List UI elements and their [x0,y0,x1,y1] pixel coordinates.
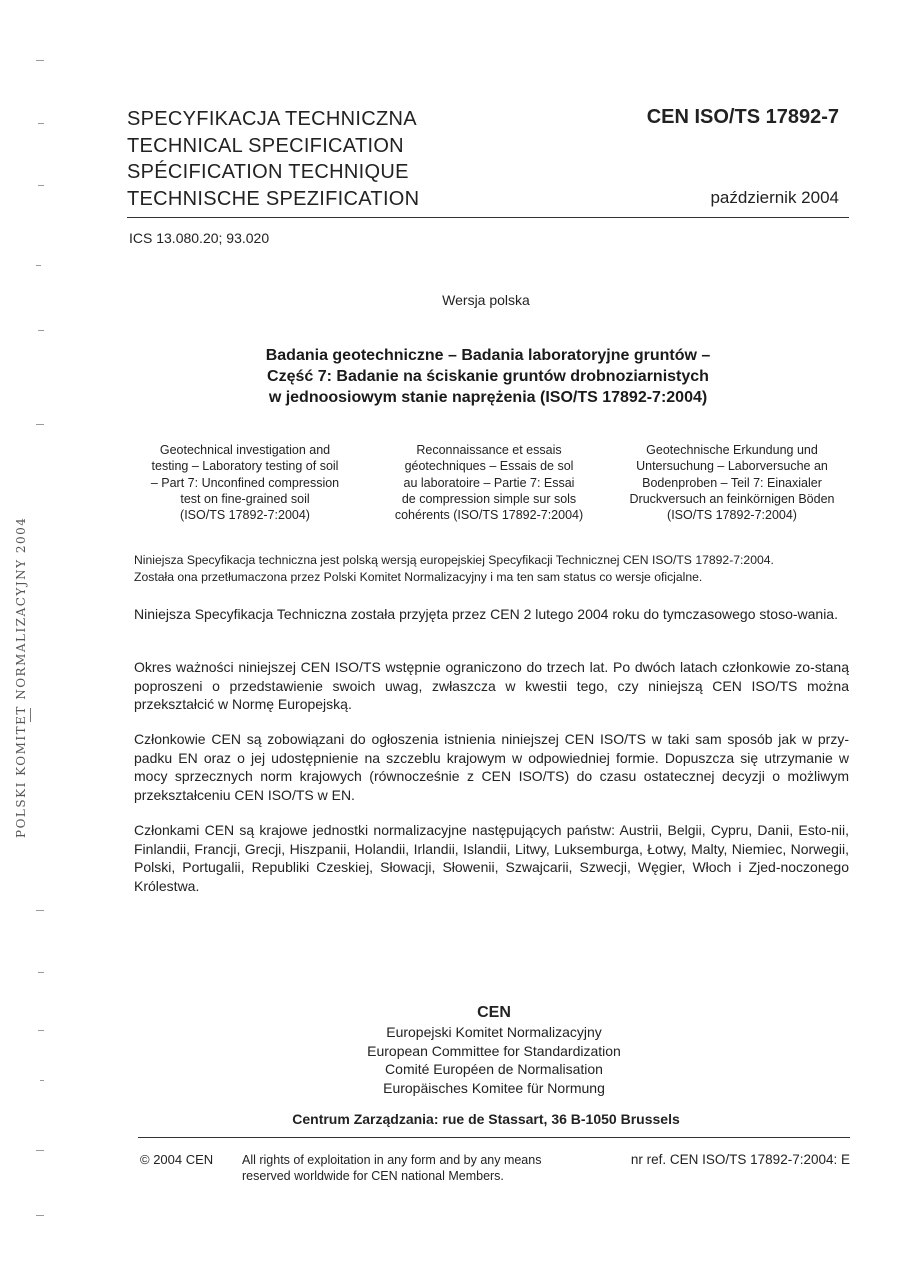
scan-mark [38,185,44,186]
title-line: Reconnaissance et essais [416,443,562,457]
side-stamp: POLSKI KOMITET NORMALIZACYJNY 2004 [14,516,28,838]
cen-name-pl: Europejski Komitet Normalizacyjny [386,1024,602,1040]
title-line: (ISO/TS 17892-7:2004) [667,508,797,523]
cen-name-de: Europäisches Komitee für Normung [383,1079,605,1096]
main-title-line: w jednoosiowym stanie naprężenia (ISO/TS 17892-7:2004) [268,389,708,406]
title-line: géotechniques – Essais de sol [404,459,574,474]
spec-title-en: TECHNICAL SPECIFICATION [127,134,404,157]
title-line: Druckversuch an feinkörnigen Böden [629,491,835,506]
spec-title-pl: SPECYFIKACJA TECHNICZNA [127,108,417,130]
title-line: Untersuchung – Laborversuche an [636,459,828,474]
spec-title-de: TECHNISCHE SPEZIFICATION [127,187,420,210]
paragraph-adoption: Niniejsza Specyfikacja Techniczna została przyjęta przez CEN 2 lutego 2004 roku do tymczasowego stoso-wania. [134,606,838,622]
main-title-line: Część 7: Badanie na ściskanie gruntów drobnoziarnistych [267,368,709,385]
paragraph-members: Członkami CEN są krajowe jednostki normalizacyjne następujących państw: Austrii, Belgii, Cypru, Danii, Esto-nii, Finlandii, Francji, Grecji, Hiszpanii, Holandii, Irlandii, Islandii, Litwy, Luksemburga, Łotwy, Malty, Niemiec, Norwegii, Polski, Portugalii, Republiki Czeskiej, Słowacji, Słowenii, Szwajcarii, Szwecji, Węgier, Włoch i Zjed-noczonego Królestwa. [134,822,849,894]
scan-mark [36,265,41,266]
header-divider [127,217,849,218]
scan-mark [30,708,31,722]
scan-mark [40,1080,44,1081]
footer-divider [138,1137,850,1138]
scan-mark [38,330,44,331]
title-line: Geotechnical investigation and [159,443,331,457]
title-line: de compression simple sur sols [401,491,577,506]
title-line: – Part 7: Unconfined compression [150,475,340,490]
title-line: Geotechnische Erkundung und [646,443,818,457]
status-note-line: Niniejsza Specyfikacja techniczna jest polską wersją europejskiej Specyfikacji Technicznej CEN ISO/TS 17892-7:2004. [134,553,774,567]
version-label: Wersja polska [442,292,530,308]
title-line: au laboratoire – Partie 7: Essai [403,475,575,490]
spec-title-block [127,106,419,212]
main-title-line: Badania geotechniczne – Badania laboratoryjne gruntów – [265,347,711,364]
spec-title-fr: SPÉCIFICATION TECHNIQUE [127,161,409,183]
cen-name-en: European Committee for Standardization [367,1042,621,1059]
scan-mark [36,424,44,425]
reference-number: nr ref. CEN ISO/TS 17892-7:2004: E [630,1152,850,1167]
management-centre-address: Centrum Zarządzania: rue de Stassart, 36 B-1050 Brussels [292,1111,680,1127]
title-line: Bodenproben – Teil 7: Einaxialer [642,475,822,490]
ics-code: ICS 13.080.20; 93.020 [129,230,270,246]
title-french [374,442,604,523]
title-line: (ISO/TS 17892-7:2004) [180,508,310,523]
scan-mark [36,60,44,61]
title-line: cohérents (ISO/TS 17892-7:2004) [394,508,584,523]
cen-block [220,1002,768,1097]
cen-name-fr: Comité Européen de Normalisation [385,1061,603,1077]
scan-mark [36,910,44,911]
title-english [130,442,360,523]
rights-notice [242,1152,582,1184]
scan-mark [36,1150,44,1151]
document-id: CEN ISO/TS 17892-7 [646,106,839,128]
scan-mark [38,972,44,973]
paragraph-validity: Okres ważności niniejszej CEN ISO/TS wstępnie ograniczono do trzech lat. Po dwóch latach członkowie zo-staną poproszeni o przedstawienie swoich uwag, zwłaszcza w kwestii tego, czy niniejszą CEN ISO/TS można przekształcić w Normę Europejską. [134,659,849,712]
status-note [134,552,849,585]
document-date: październik 2004 [710,188,839,207]
rights-line: reserved worldwide for CEN national Members. [242,1169,504,1183]
copyright: © 2004 CEN [140,1152,214,1167]
cen-name: CEN [477,1004,511,1021]
title-line: test on fine-grained soil [180,491,310,506]
title-german [617,442,847,523]
status-note-line: Została ona przetłumaczona przez Polski Komitet Normalizacyjny i ma ten sam status co wersje oficjalne. [134,569,703,584]
scan-mark [38,1030,44,1031]
scan-mark [36,1215,44,1216]
scan-mark [38,123,44,124]
rights-line: All rights of exploitation in any form and by any means [242,1153,542,1167]
title-line: testing – Laboratory testing of soil [151,459,339,474]
paragraph-obligations: Członkowie CEN są zobowiązani do ogłoszenia istnienia niniejszej CEN ISO/TS w taki sam sposób jak w przy-padku EN oraz o jej udostępnienie na szczeblu krajowym w odpowiedniej formie. Dopuszcza się utrzymanie w mocy sprzecznych norm krajowych (równocześnie z CEN ISO/TS) do czasu ostatecznej decyzji o możliwym przekształceniu CEN ISO/TS w EN. [134,731,849,803]
main-title [150,345,826,408]
